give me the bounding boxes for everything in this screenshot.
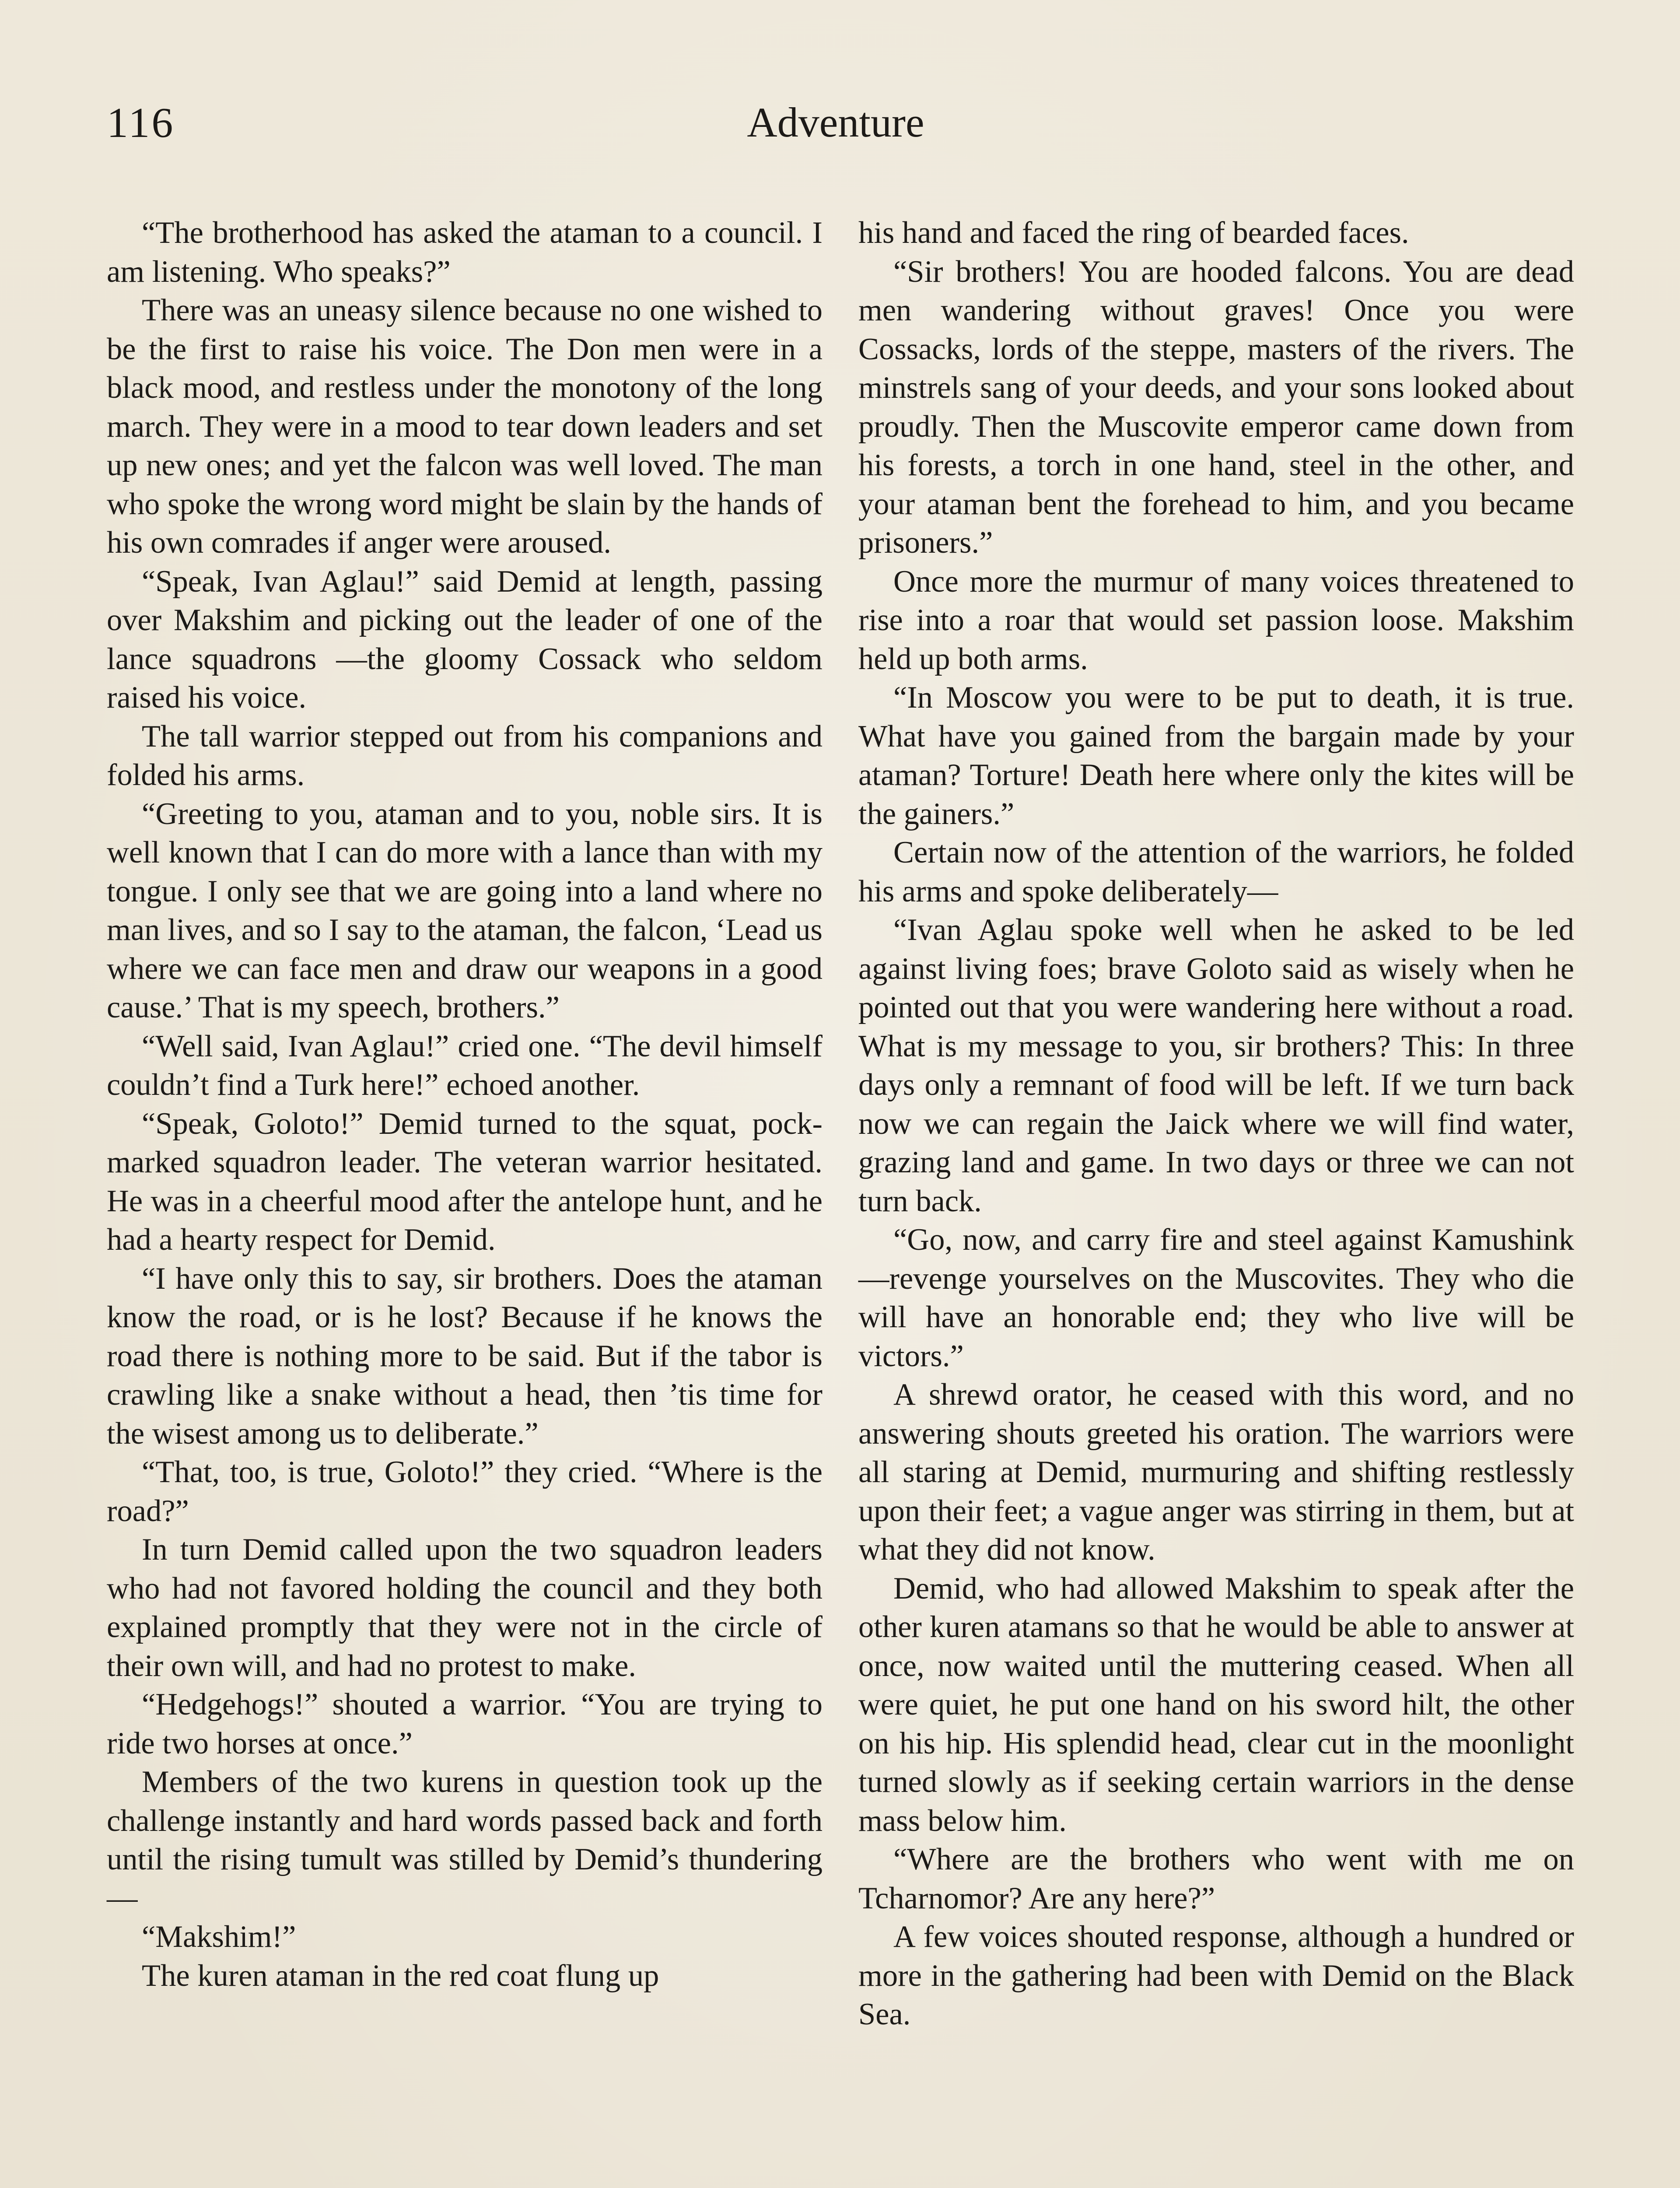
text-column-left — [107, 214, 822, 1995]
paragraph: “Well said, Ivan Aglau!” cried one. “The devil himself couldn’t find a Turk here!” echoed another. — [107, 1029, 822, 1102]
paragraph: Demid, who had allowed Makshim to speak after the other kuren atamans so that he would be able to answer at once, now waited until the muttering ceased. When all were quiet, he put one hand on his sword hilt, the other on his hip. His splendid head, clear cut in the moonlight turned slowly as if seeking certain warriors in the dense mass below him. — [858, 1571, 1574, 1838]
paragraph: There was an uneasy silence because no one wished to be the first to raise his voice. The Don men were in a black mood, and restless under the monotony of the long march. They were in a mood to tear down leaders and set up new ones; and yet the falcon was well loved. The man who spoke the wrong word might be slain by the hands of his own comrades if anger were aroused. — [107, 293, 822, 560]
paragraph: “Speak, Goloto!” Demid turned to the squat, pock-marked squadron leader. The veteran warrior hesitated. He was in a cheerful mood after the antelope hunt, and he had a hearty respect for Demid. — [107, 1106, 822, 1257]
paragraph: A shrewd orator, he ceased with this word, and no answering shouts greeted his oration. The warriors were all staring at Demid, murmuring and shifting restlessly upon their feet; a vague anger was stirring in them, but at what they did not know. — [858, 1378, 1574, 1567]
paragraph: “In Moscow you were to be put to death, it is true. What have you gained from the bargain made by your ataman? Torture! Death here where only the kites will be the gainers.” — [858, 680, 1574, 831]
paragraph: “Hedgehogs!” shouted a warrior. “You are trying to ride two horses at once.” — [107, 1687, 822, 1760]
paragraph: “I have only this to say, sir brothers. Does the ataman know the road, or is he lost? Because if he knows the road there is nothing more to be said. But if the tabor is crawling like a snake without a head, then ’tis time for the wisest among us to deliberate.” — [107, 1261, 822, 1451]
paragraph: Members of the two kurens in question took up the challenge instantly and hard words passed back and forth until the rising tumult was stilled by Demid’s thundering— — [107, 1765, 822, 1915]
paragraph: “Sir brothers! You are hooded falcons. You are dead men wandering without graves! Once you were Cossacks, lords of the steppe, masters of the rivers. The minstrels sang of your deeds, and your sons looked about proudly. Then the Muscovite emperor came down from his forests, a torch in one hand, steel in the other, and your ataman bent the forehead to him, and you became prisoners.” — [858, 254, 1574, 560]
paragraph: The tall warrior stepped out from his companions and folded his arms. — [107, 719, 822, 792]
paragraph: Once more the murmur of many voices threatened to rise into a roar that would set passion loose. Makshim held up both arms. — [858, 564, 1574, 676]
page-number: 116 — [107, 99, 175, 147]
paragraph: “That, too, is true, Goloto!” they cried. “Where is the road?” — [107, 1455, 822, 1528]
paragraph: “Where are the brothers who went with me on Tcharnomor? Are any here?” — [858, 1842, 1574, 1915]
paragraph: In turn Demid called upon the two squadron leaders who had not favored holding the council and they both explained promptly that they were not in the circle of their own will, and had no protest to make. — [107, 1532, 822, 1683]
paragraph: “The brotherhood has asked the ataman to a council. I am listening. Who speaks?” — [107, 216, 822, 289]
paragraph: A few voices shouted response, although a hundred or more in the gathering had been with Demid on the Black Sea. — [858, 1920, 1574, 2031]
paragraph: Certain now of the attention of the warriors, he folded his arms and spoke deliberately— — [858, 835, 1574, 908]
paragraph: The kuren ataman in the red coat flung up — [142, 1958, 659, 1993]
paragraph: “Go, now, and carry fire and steel against Kamushink—revenge yourselves on the Muscovites. They who die will have an honorable end; they who live will be victors.” — [858, 1223, 1574, 1373]
text-column-right — [858, 214, 1574, 2034]
paragraph: “Ivan Aglau spoke well when he asked to be led against living foes; brave Goloto said as wisely when he pointed out that you were wandering here without a road. What is my message to you, sir brothers? This: In three days only a remnant of food will be left. If we turn back now we can regain the Jaick where we will find water, grazing land and game. In two days or three we can not turn back. — [858, 913, 1574, 1218]
running-title: Adventure — [747, 99, 924, 146]
paragraph: “Speak, Ivan Aglau!” said Demid at length, passing over Makshim and picking out the leader of one of the lance squadrons —the gloomy Cossack who seldom raised his voice. — [107, 564, 822, 715]
paragraph: “Greeting to you, ataman and to you, noble sirs. It is well known that I can do more with a lance than with my tongue. I only see that we are going into a land where no man lives, and so I say to the ataman, the falcon, ‘Lead us where we can face men and draw our weapons in a good cause.’ That is my speech, brothers.” — [107, 796, 822, 1024]
paragraph: “Makshim!” — [142, 1920, 296, 1954]
paragraph: his hand and faced the ring of bearded faces. — [858, 216, 1409, 250]
